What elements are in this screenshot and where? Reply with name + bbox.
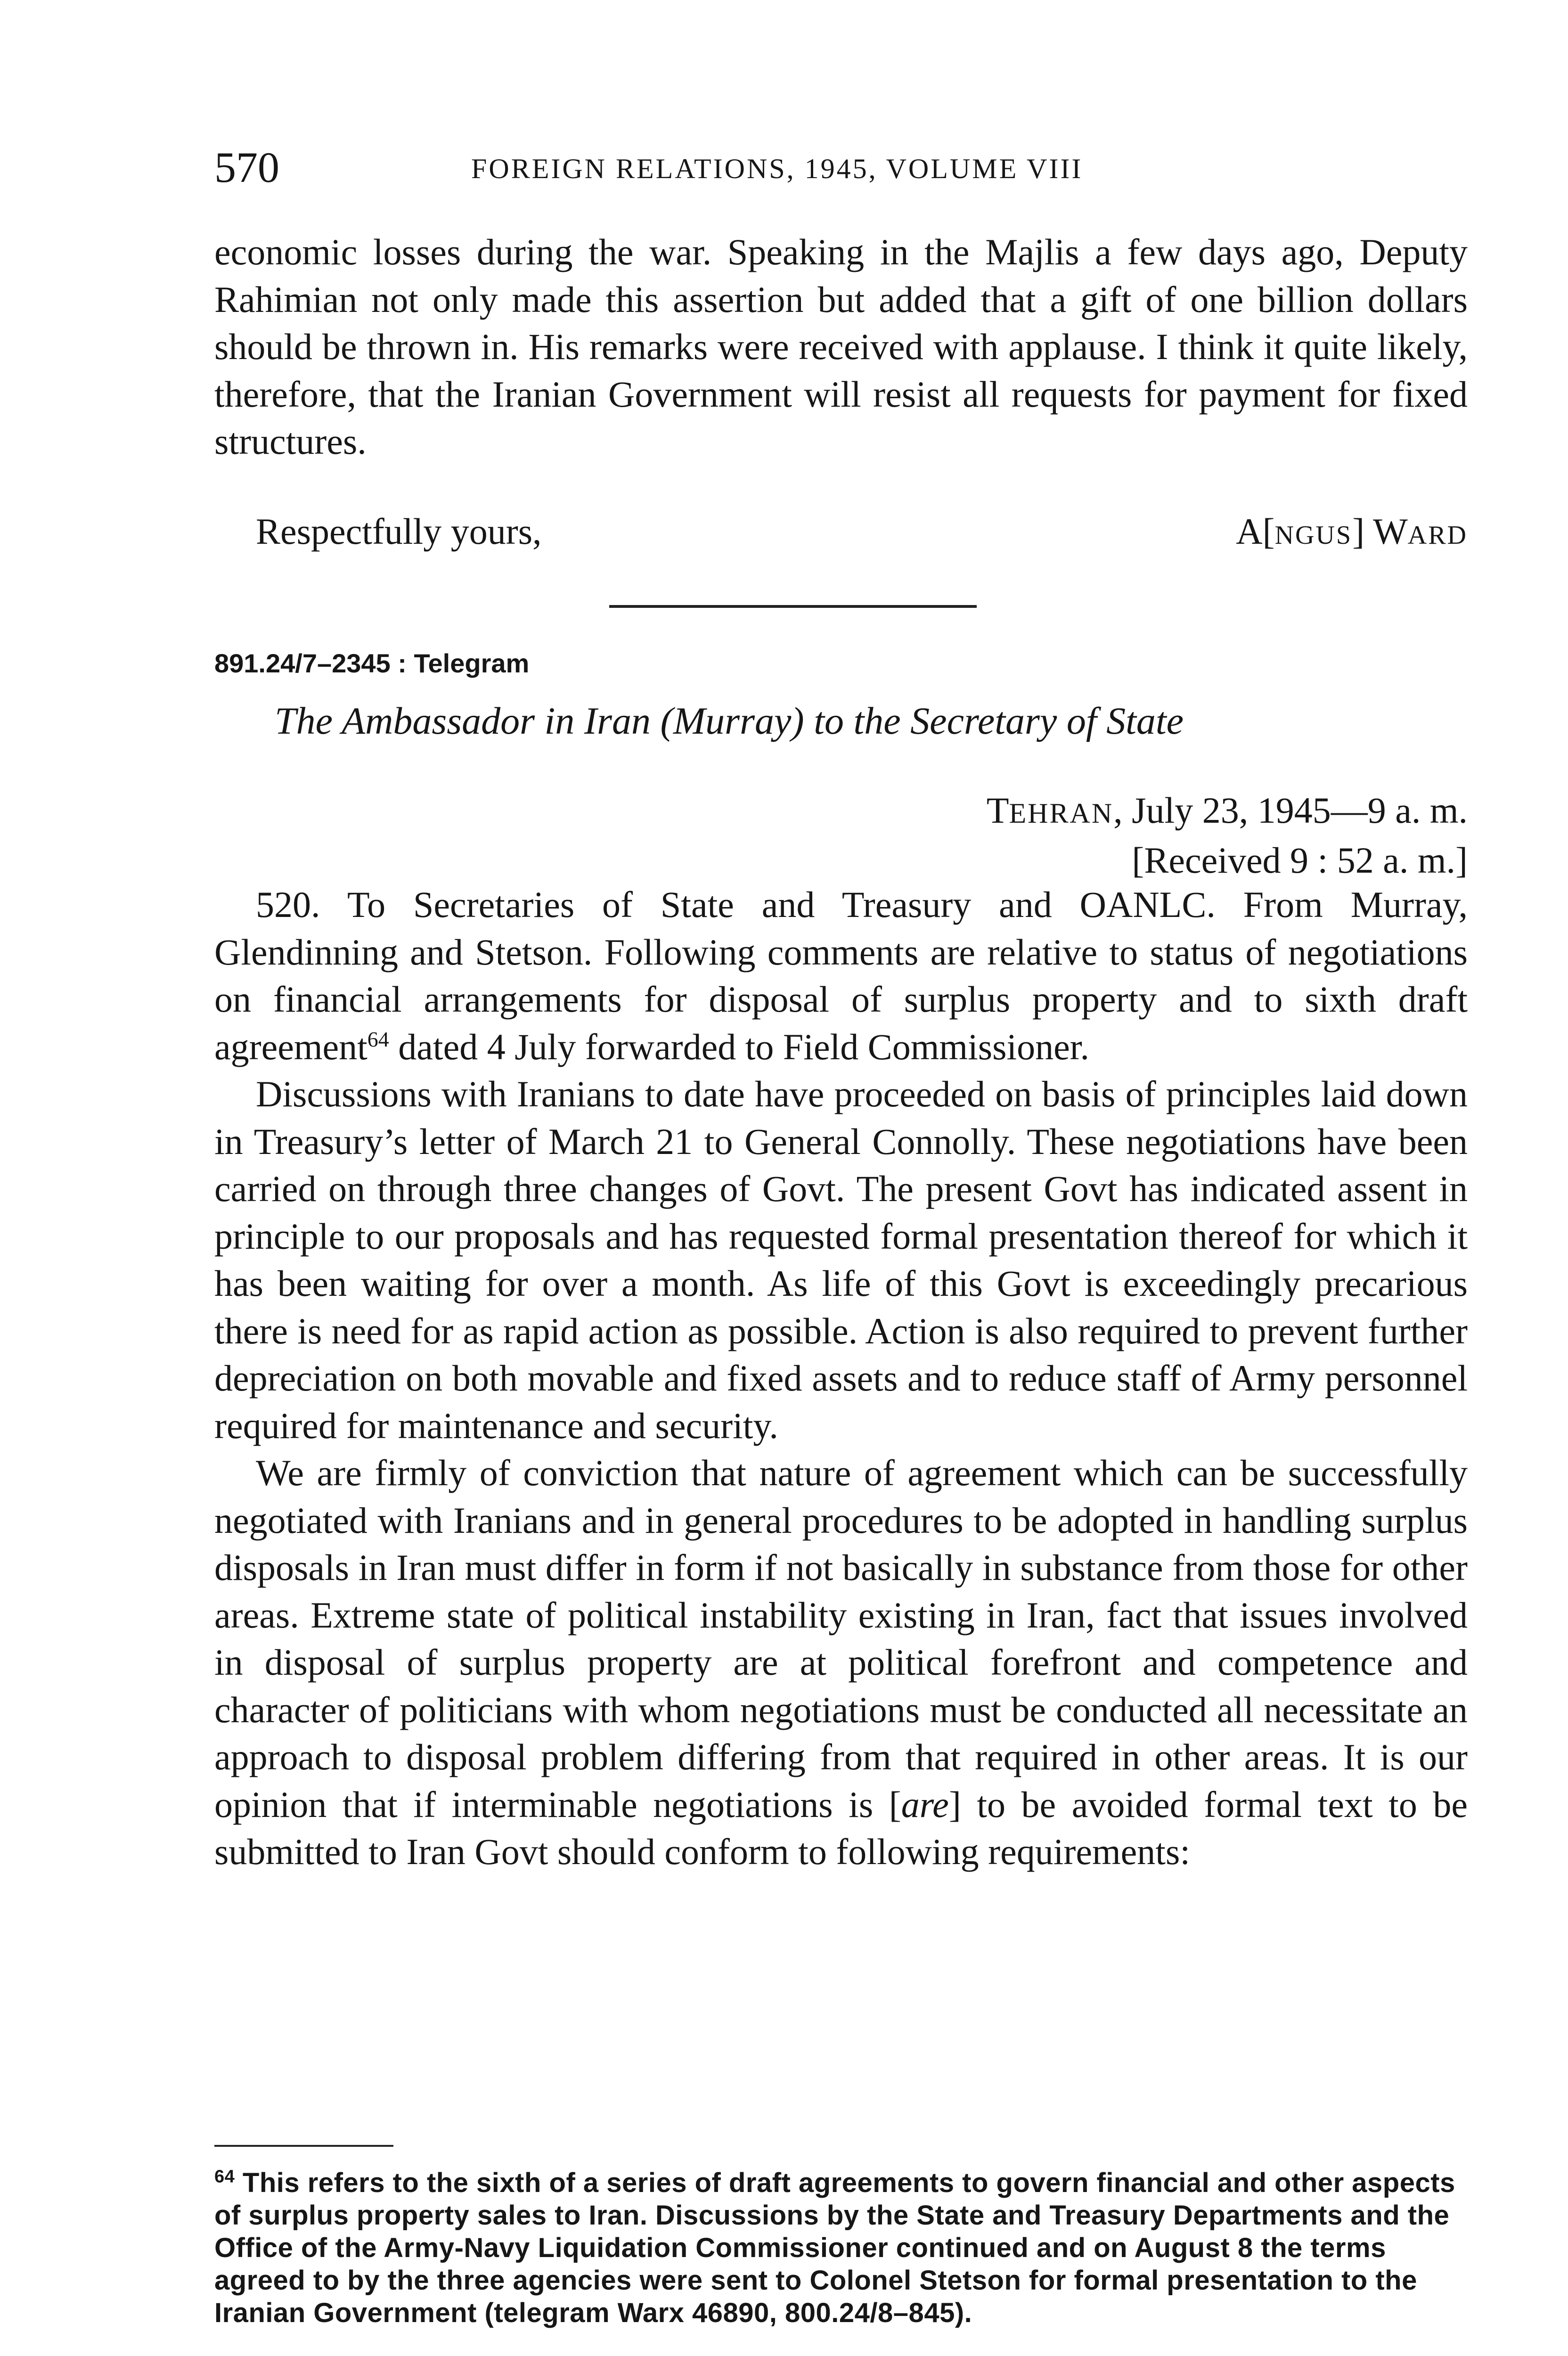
telegram-paragraph-1 xyxy=(214,881,1468,1071)
para1-text-end: dated 4 July forwarded to Field Commissioner. xyxy=(389,1026,1089,1067)
telegram-paragraph-3 xyxy=(214,1449,1468,1876)
heading-name: Murray xyxy=(673,699,792,742)
signature-bracket-text: NGUS xyxy=(1274,521,1353,550)
signature-close: ] xyxy=(1352,511,1373,552)
footnote-marker: 64 xyxy=(214,2167,235,2187)
page-header xyxy=(214,141,1468,193)
dateline xyxy=(987,787,1468,884)
document-heading xyxy=(275,697,1184,744)
signature-initial: A[ xyxy=(1236,511,1275,552)
dateline-place-date xyxy=(987,787,1468,837)
section-divider xyxy=(609,605,977,608)
received-time: [Received 9 : 52 a. m.] xyxy=(1132,840,1468,881)
footnote-divider xyxy=(214,2145,393,2147)
dateline-city-initial: T xyxy=(986,790,1009,831)
closing-phrase: Respectfully yours, xyxy=(256,511,542,552)
dateline-date: , July 23, 1945—9 a. m. xyxy=(1113,790,1468,831)
para3-text: We are firmly of conviction that nature of agreement which can be successfully negotiated with Iranians and in general procedures to be adopted in handling surplus disposals in Iran must differ in form if not basically in substance from those for other areas. Extreme state of political instability existing in Iran, fact that issues involved in disposal of surplus property are at political forefront and competence and character of politicians with whom negotiations must be conducted all necessitate an approach to disposal problem differing from that required in other areas. It is our opinion that if interminable negotiations is [ xyxy=(214,1452,1468,1825)
signature-surname-initial: W xyxy=(1373,511,1408,552)
telegram-paragraph-2: Discussions with Iranians to date have proceeded on basis of principles laid down in Treasury’s letter of March 21 to General Connolly. These negotiations have been carried on through three changes of Govt. The present Govt has indicated assent in principle to our proposals and has requested formal presentation thereof for which it has been waiting for over a month. As life of this Govt is exceedingly precarious there is need for as rapid action as possible. Action is also required to prevent further depreciation on both movable and fixed assets and to reduce staff of Army personnel required for maintenance and security. xyxy=(214,1073,1468,1446)
footnote xyxy=(214,2167,1468,2329)
running-head: FOREIGN RELATIONS, 1945, VOLUME VIII xyxy=(471,153,1083,184)
continuation-paragraph: economic losses during the war. Speaking in the Majlis a few days ago, Deputy Rahimian not only made this assertion but added that a gift of one billion dollars should be thrown in. His remarks were received with applause. I think it quite likely, therefore, that the Iranian Government will resist all requests for payment for fixed structures. xyxy=(214,231,1468,462)
file-reference: 891.24/7–2345 : Telegram xyxy=(214,648,530,678)
letter-closing xyxy=(214,508,1468,560)
heading-prefix: The Ambassador in Iran ( xyxy=(275,699,673,742)
page-number: 570 xyxy=(214,143,279,191)
dateline-city-rest: EHRAN xyxy=(1009,798,1114,829)
para1-text: 520. To Secretaries of State and Treasury and OANLC. From Murray, Glendinning and Stetson. Following comments are relative to status of negotiations on financial arrangements for disposal of surplus property and to sixth draft agreement xyxy=(214,884,1468,1067)
signature-surname-rest: ARD xyxy=(1407,521,1468,550)
para3-bracketed-word: are xyxy=(901,1783,949,1825)
heading-suffix: ) to the Secretary of State xyxy=(791,699,1184,742)
signature xyxy=(1236,508,1468,559)
footnote-text: This refers to the sixth of a series of draft agreements to govern financial and other aspects of surplus property sales to Iran. Discussions by the State and Treasury Departments and the Office of the Army-Navy Liquidation Commissioner continued and on August 8 the terms agreed to by the three agencies were sent to Colonel Stetson for formal presentation to the Iranian Government (telegram Warx 46890, 800.24/8–845). xyxy=(214,2168,1455,2328)
continuation-section xyxy=(214,229,1468,466)
telegram-body xyxy=(214,881,1468,1876)
para3-text-end: ] to be avoided formal text to be submitted to Iran Govt should conform to following requirements: xyxy=(214,1783,1468,1872)
footnote-reference: 64 xyxy=(367,1027,389,1051)
